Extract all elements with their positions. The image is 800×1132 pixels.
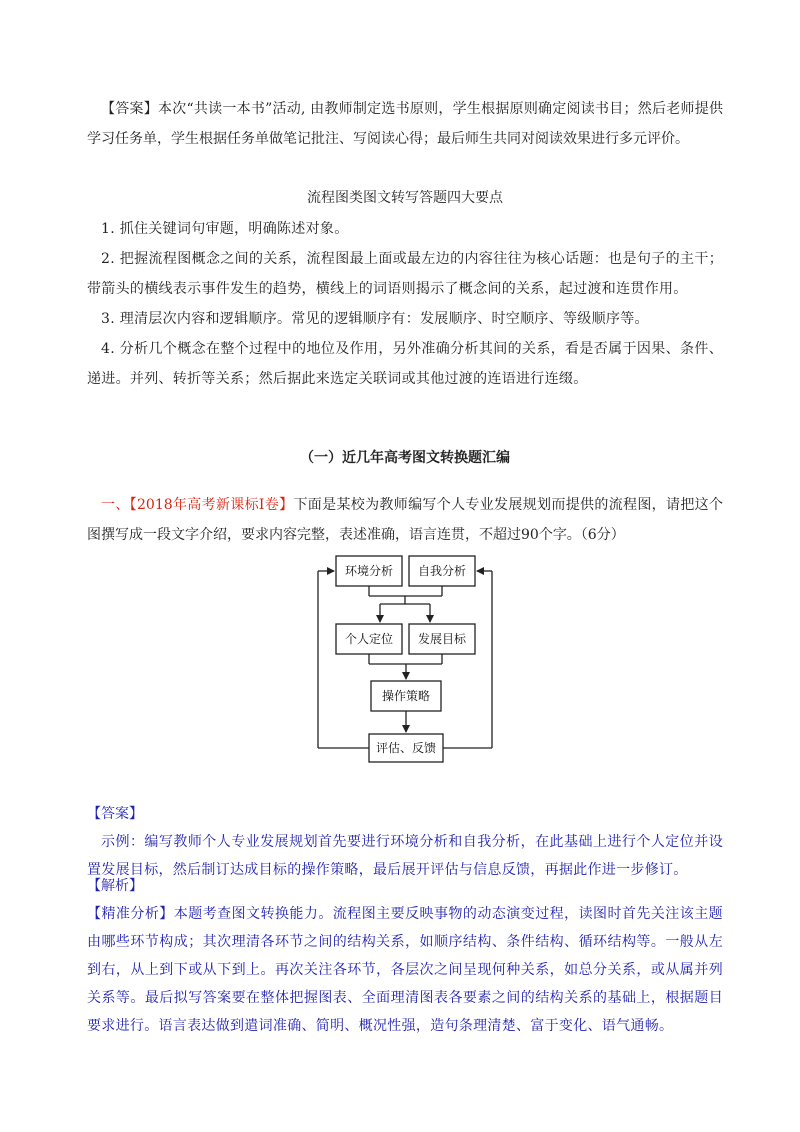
node-goal-label: 发展目标 bbox=[417, 632, 467, 646]
analysis-block bbox=[87, 872, 723, 1040]
analysis-sub-tag: 【精准分析】 bbox=[87, 906, 174, 922]
question-source: 【2018年高考新课标Ⅰ卷】 bbox=[129, 497, 294, 513]
node-env-label: 环境分析 bbox=[344, 564, 394, 578]
intro-answer-tag: 【答案】 bbox=[101, 101, 158, 117]
node-position-label: 个人定位 bbox=[344, 632, 394, 646]
question bbox=[87, 490, 723, 550]
analysis-tag: 【解析】 bbox=[87, 878, 143, 894]
tips-list bbox=[87, 214, 723, 394]
answer-tag: 【答案】 bbox=[87, 806, 143, 822]
intro-answer bbox=[87, 94, 723, 154]
question-text: 下面是某校为教师编写个人专业发展规划而提供的流程图，请把这个图撰写成一段文字介绍，要求内容完整，表述准确，语言连贯，不超过90个字。（6分） bbox=[87, 497, 723, 543]
analysis-paragraph bbox=[87, 900, 723, 1040]
node-strategy-label: 操作策略 bbox=[381, 689, 431, 703]
flowchart bbox=[300, 548, 510, 764]
node-self-label: 自我分析 bbox=[417, 564, 467, 578]
answer-text: 示例：编写教师个人专业发展规划首先要进行环境分析和自我分析，在此基础上进行个人定位并设置发展目标，然后制订达成目标的操作策略，最后展开评估与信息反馈，再据此作进一步修订。 bbox=[87, 834, 723, 878]
tips-item-1: 1. 抓住关键词句审题，明确陈述对象。 bbox=[101, 221, 349, 237]
tips-item-3: 3. 理清层次内容和逻辑顺序。常见的逻辑顺序有：发展顺序、时空顺序、等级顺序等。 bbox=[101, 311, 649, 327]
tips-item-4: 4. 分析几个概念在整个过程中的地位及作用，另外准确分析其间的关系，看是否属于因果、条件、递进。并列、转折等关系；然后据此来选定关联词或其他过渡的连语进行连缀。 bbox=[87, 341, 723, 387]
analysis-text: 本题考查图文转换能力。流程图主要反映事物的动态演变过程，读图时首先关注该主题由哪些环节构成；其次理清各环节之间的结构关系，如顺序结构、条件结构、循环结构等。一般从左到右，从上到下或从下到上。再次关注各环节，各层次之间呈现何种关系，如总分关系，或从属并列关系等。最后拟写答案要在整体把握图表、全面理清图表各要素之间的结构关系的基础上，根据题目要求进行。语言表达做到遣词准确、简明、概况性强，造句条理清楚、富于变化、语气通畅。 bbox=[87, 906, 723, 1034]
tips-title: 流程图类图文转写答题四大要点 bbox=[307, 190, 503, 206]
node-feedback-label: 评估、反馈 bbox=[375, 741, 437, 755]
question-number: 一、 bbox=[101, 497, 130, 513]
section-title: （一）近几年高考图文转换题汇编 bbox=[300, 450, 510, 466]
tips-item-2: 2. 把握流程图概念之间的关系，流程图最上面或最左边的内容往往为核心话题：也是句子的主干；带箭头的横线表示事件发生的趋势，横线上的词语则揭示了概念间的关系，起过渡和连贯作用。 bbox=[87, 251, 723, 297]
intro-answer-text: 本次“共读一本书”活动, 由教师制定选书原则，学生根据原则确定阅读书目；然后老师提供学习任务单，学生根据任务单做笔记批注、写阅读心得；最后师生共同对阅读效果进行多元评价。 bbox=[87, 101, 723, 147]
